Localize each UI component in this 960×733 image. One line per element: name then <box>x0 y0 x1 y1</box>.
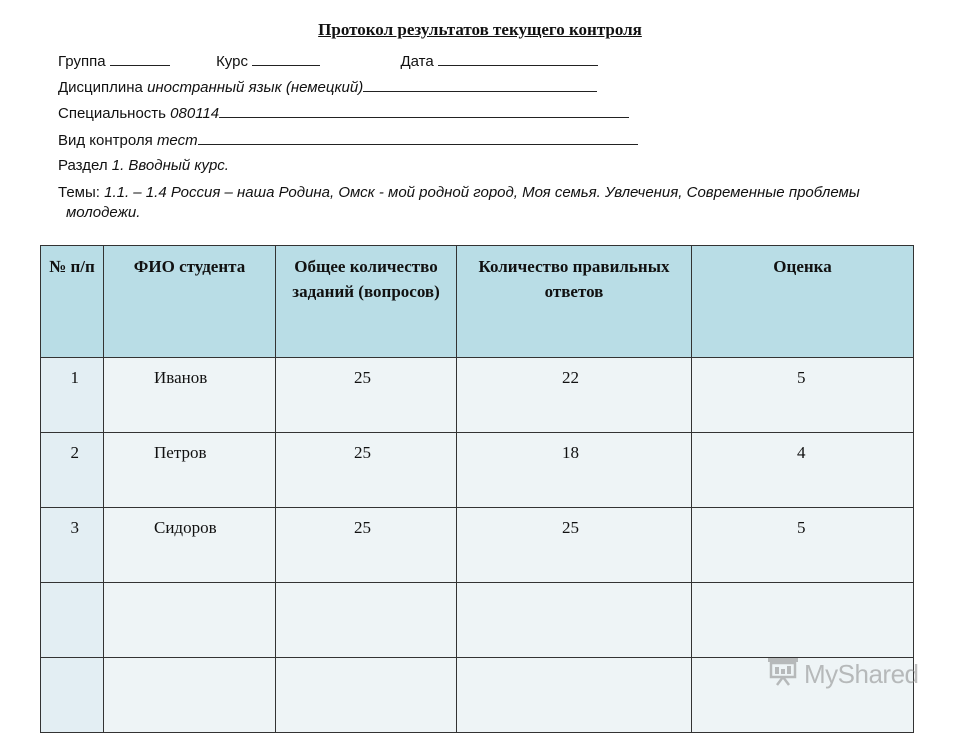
table-row <box>41 583 914 658</box>
specialty-blank <box>219 104 629 118</box>
row-number: 1 <box>41 358 104 433</box>
column-header-total-tasks: Общее количество заданий (вопросов) <box>276 246 457 358</box>
projector-screen-icon <box>766 656 800 693</box>
section-value: 1. Вводный курс. <box>111 157 229 174</box>
discipline-label: Дисциплина <box>58 79 143 96</box>
correct-answers <box>457 658 692 733</box>
watermark <box>766 656 919 693</box>
column-header-correct-answers: Количество правильных ответов <box>457 246 692 358</box>
student-name: Иванов <box>104 358 276 433</box>
table-header-row <box>41 246 914 358</box>
topics-line <box>58 183 896 223</box>
control-value: тест <box>156 132 198 149</box>
discipline-line <box>58 78 597 96</box>
column-header-student-name: ФИО студента <box>104 246 276 358</box>
control-type-line <box>58 131 638 149</box>
course-label: Курс <box>216 53 248 70</box>
grade: 5 <box>692 508 914 583</box>
student-name <box>104 583 276 658</box>
table-row <box>41 358 914 433</box>
total-tasks <box>276 583 457 658</box>
table-row <box>41 508 914 583</box>
specialty-value: 080114 <box>170 105 220 122</box>
total-tasks: 25 <box>276 433 457 508</box>
row-number: 3 <box>41 508 104 583</box>
student-name: Сидоров <box>104 508 276 583</box>
control-label: Вид контроля <box>58 132 153 149</box>
row-number <box>41 583 104 658</box>
group-course-date-line <box>58 52 598 70</box>
grade: 5 <box>692 358 914 433</box>
row-number <box>41 658 104 733</box>
correct-answers: 22 <box>457 358 692 433</box>
correct-answers <box>457 583 692 658</box>
specialty-label: Специальность <box>58 105 166 122</box>
column-header-number: № п/п <box>41 246 104 358</box>
topics-value: 1.1. – 1.4 Россия – наша Родина, Омск - мой родной город, Моя семья. Увлечения, Современные проблемы молодежи. <box>66 184 860 221</box>
specialty-line <box>58 104 629 122</box>
watermark-text: MyShared <box>804 659 919 689</box>
date-label: Дата <box>400 53 434 70</box>
control-blank <box>198 131 638 145</box>
discipline-value: иностранный язык (немецкий) <box>147 79 364 96</box>
row-number: 2 <box>41 433 104 508</box>
date-blank <box>438 52 598 66</box>
total-tasks: 25 <box>276 508 457 583</box>
topics-label: Темы: <box>58 184 100 201</box>
student-name: Петров <box>104 433 276 508</box>
group-label: Группа <box>58 53 106 70</box>
section-line <box>58 157 229 174</box>
group-blank <box>110 52 170 66</box>
correct-answers: 18 <box>457 433 692 508</box>
section-label: Раздел <box>58 157 108 174</box>
grade: 4 <box>692 433 914 508</box>
total-tasks: 25 <box>276 358 457 433</box>
page-title: Протокол результатов текущего контроля <box>318 20 642 39</box>
total-tasks <box>276 658 457 733</box>
student-name <box>104 658 276 733</box>
discipline-blank <box>363 78 597 92</box>
table-row <box>41 433 914 508</box>
correct-answers: 25 <box>457 508 692 583</box>
grade <box>692 583 914 658</box>
column-header-grade: Оценка <box>692 246 914 358</box>
course-blank <box>252 52 320 66</box>
